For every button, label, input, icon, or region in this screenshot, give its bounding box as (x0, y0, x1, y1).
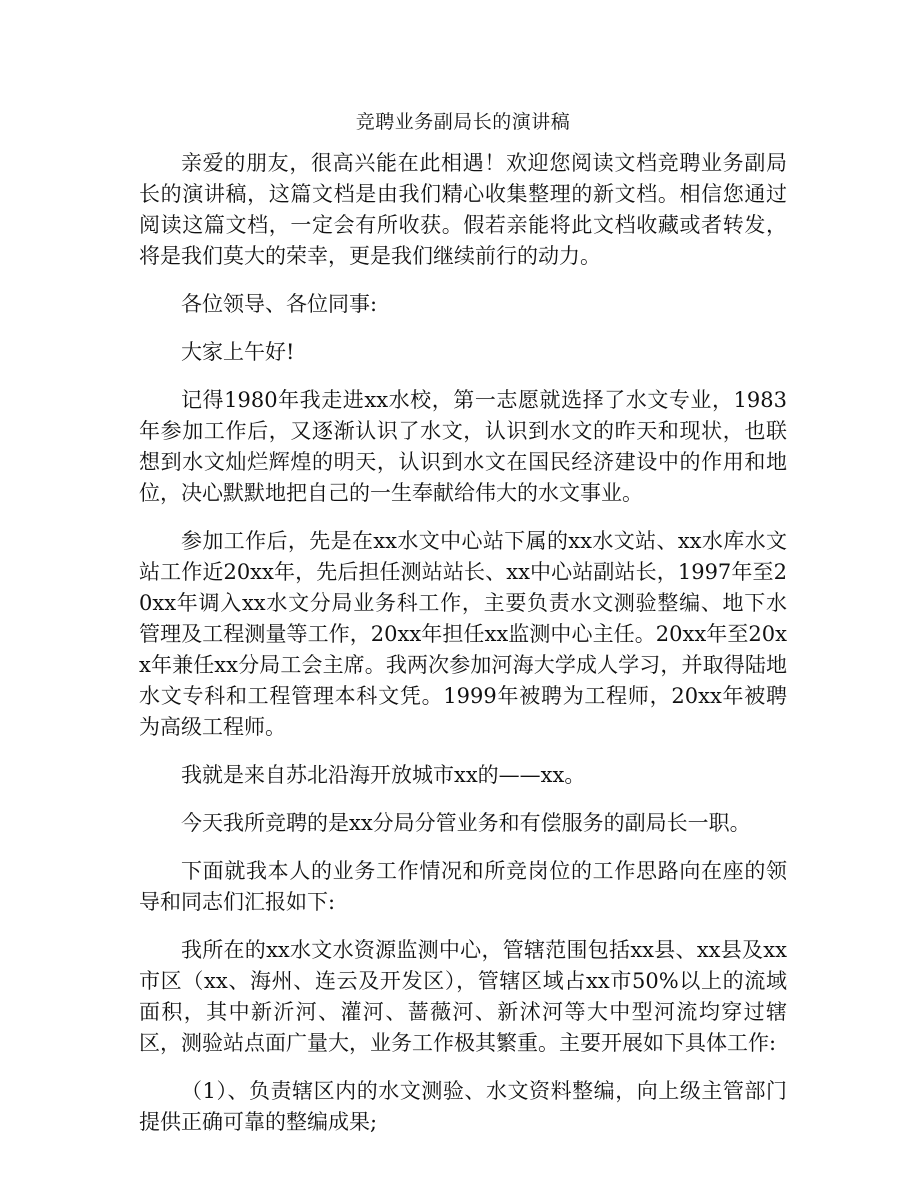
paragraph-center-scope: 我所在的xx水文水资源监测中心，管辖范围包括xx县、xx县及xx市区（xx、海州、连云及开发区），管辖区域占xx市50%以上的流域面积，其中新沂河、灌河、蔷薇河、新沭河等大中型河流均穿过辖区，测验站点面广量大，业务工作极其繁重。主要开展如下具体工作: (139, 938, 787, 1055)
paragraph-work-history: 参加工作后，先是在xx水文中心站下属的xx水文站、xx水库水文站工作近20xx年，先后担任测站站长、xx中心站副站长，1997年至20xx年调入xx水文分局业务科工作，主要负责水文测验整编、地下水管理及工程测量等工作，20xx年担任xx监测中心主任。20xx年至20xx年兼任xx分局工会主席。我两次参加河海大学成人学习，并取得陆地水文专科和工程管理本科文凭。1999年被聘为工程师，20xx年被聘为高级工程师。 (139, 529, 787, 739)
paragraph-career-start: 记得1980年我走进xx水校，第一志愿就选择了水文专业，1983年参加工作后，又逐渐认识了水文，认识到水文的昨天和现状，也联想到水文灿烂辉煌的明天，认识到水文在国民经济建设中的作用和地位，决心默默地把自己的一生奉献给伟大的水文事业。 (139, 388, 787, 505)
paragraph-report-intro: 下面就我本人的业务工作情况和所竞岗位的工作思路向在座的领导和同志们汇报如下: (139, 859, 787, 914)
paragraph-position: 今天我所竞聘的是xx分局分管业务和有偿服务的副局长一职。 (181, 811, 751, 835)
document-page (139, 108, 787, 1155)
paragraph-task-1: （1）、负责辖区内的水文测验、水文资料整编，向上级主管部门提供正确可靠的整编成果; (139, 1079, 787, 1134)
paragraph-greeting: 大家上午好! (181, 340, 295, 364)
paragraph-salutation: 各位领导、各位同事: (181, 292, 378, 316)
paragraph-self-intro: 我就是来自苏北沿海开放城市xx的——xx。 (181, 763, 586, 787)
paragraph-intro: 亲爱的朋友，很高兴能在此相遇！欢迎您阅读文档竞聘业务副局长的演讲稿，这篇文档是由我们精心收集整理的新文档。相信您通过阅读这篇文档，一定会有所收获。假若亲能将此文档收藏或者转发，将是我们莫大的荣幸，更是我们继续前行的动力。 (139, 151, 787, 268)
document-title: 竞聘业务副局长的演讲稿 (355, 111, 571, 133)
